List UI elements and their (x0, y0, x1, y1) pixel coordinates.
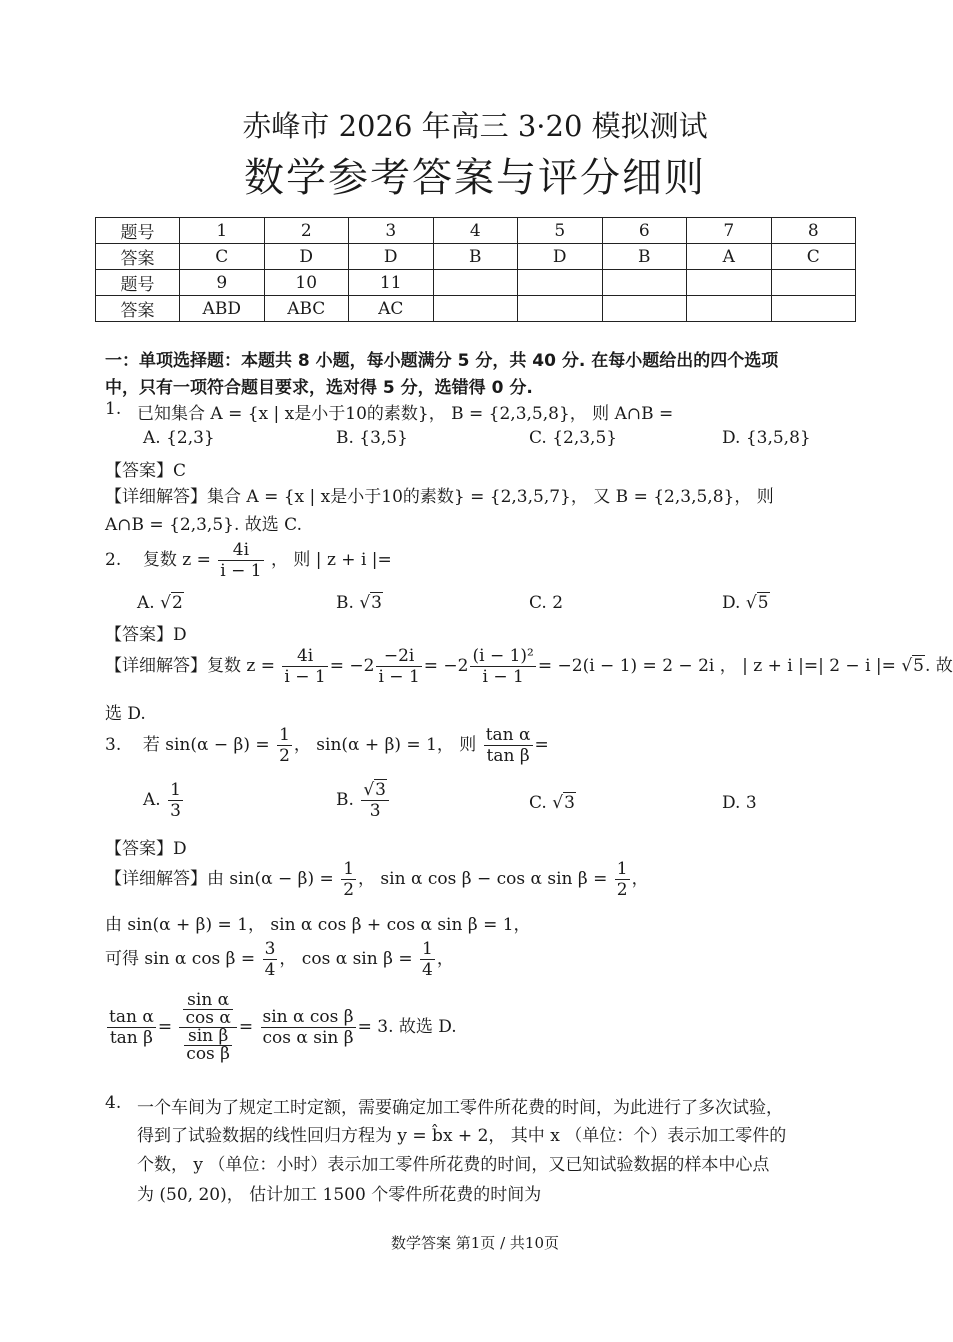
table-cell: B (433, 244, 518, 270)
q3-detail-line1 (105, 859, 649, 900)
option-label: A. (137, 593, 155, 613)
fraction-numerator: 1 (616, 859, 628, 879)
table-cell: 3 (349, 218, 434, 244)
fraction-denominator: cos α (185, 1008, 231, 1028)
fraction-numerator: sin α (183, 992, 232, 1010)
option-label: A. (143, 790, 161, 810)
q2-answer: 【答案】D (105, 625, 187, 645)
sqrt-icon: √3 (359, 593, 382, 613)
table-cell: ABC (264, 296, 349, 322)
table-row (96, 218, 856, 244)
fraction-denominator: 2 (616, 880, 628, 900)
table-cell (518, 270, 603, 296)
option-label: B. (336, 593, 354, 613)
table-cell: 8 (771, 218, 856, 244)
q2-number: 2. (105, 550, 122, 570)
inner-fraction (184, 1028, 232, 1063)
q3-text: = (534, 735, 549, 755)
table-cell: 1 (180, 218, 265, 244)
table-cell (602, 296, 687, 322)
equation-text: ， cos α sin β = (279, 949, 413, 969)
q1-detail-line1 (105, 482, 774, 507)
fraction-denominator: i − 1 (284, 667, 326, 687)
q2-detail-pre: 复数 z = (207, 656, 276, 676)
q3-number: 3. (105, 735, 122, 755)
radicand: 5 (757, 593, 769, 613)
q1-option-b: B. {3,5} (336, 428, 408, 448)
q1-detail-label: 【详细解答】 (105, 487, 207, 507)
q3-detail-fraction (261, 1007, 356, 1048)
table-row (96, 270, 856, 296)
table-cell (602, 270, 687, 296)
fraction-denominator: i − 1 (482, 667, 524, 687)
table-cell: AC (349, 296, 434, 322)
table-cell: 5 (518, 218, 603, 244)
q3-detail-label: 【详细解答】 (105, 869, 207, 889)
fraction-numerator: tan α (485, 725, 531, 745)
option-label: D. (722, 593, 741, 613)
title-line1: 赤峰市 2026 年高三 3·20 模拟测试 (242, 109, 708, 143)
table-cell: C (180, 244, 265, 270)
q2-fraction (218, 540, 263, 581)
table-cell (771, 270, 856, 296)
table-cell: 6 (602, 218, 687, 244)
fraction-denominator: tan β (109, 1028, 153, 1048)
table-cell: 7 (687, 218, 772, 244)
equation-text: . 故 (924, 656, 953, 676)
fraction-denominator: 3 (369, 801, 381, 821)
equation-text: = −2 (423, 656, 469, 676)
section-heading-line2: 中，只有一项符合题目要求，选对得 5 分，选错得 0 分. (105, 378, 533, 398)
sqrt-icon: √5 (745, 593, 769, 613)
q3-option-d: D. 3 (722, 793, 757, 813)
table-cell (518, 296, 603, 322)
q3-detail-fraction (615, 859, 630, 900)
sqrt-icon: √2 (160, 593, 183, 613)
fraction-numerator: 1 (343, 859, 355, 879)
fraction-denominator: 4 (421, 960, 433, 980)
q2-option-b (336, 593, 383, 613)
q2-detail-fraction (282, 646, 327, 687)
q2-option-a (137, 593, 184, 613)
q4-line4: 为 (50, 20)， 估计加工 1500 个零件所花费的时间为 (137, 1185, 542, 1205)
fraction-numerator (361, 780, 389, 801)
table-cell: 11 (349, 270, 434, 296)
q3-answer: 【答案】D (105, 839, 187, 859)
q2-detail-label: 【详细解答】 (105, 656, 207, 676)
q1-option-d: D. {3,5,8} (722, 428, 811, 448)
fraction-numerator: sin β (184, 1028, 232, 1046)
fraction-denominator: cos β (186, 1044, 231, 1064)
fraction-numerator: 1 (170, 780, 181, 800)
q2-detail-fraction (376, 646, 421, 687)
option-fraction (168, 780, 183, 821)
fraction-denominator: 4 (264, 960, 276, 980)
fraction-denominator: cos α sin β (262, 1028, 354, 1048)
q3-option-c (529, 793, 576, 813)
sqrt-icon: √5 (901, 656, 924, 676)
table-cell: 题号 (96, 270, 180, 296)
q2-detail-line1 (105, 646, 953, 687)
table-cell (433, 270, 518, 296)
q2-post: ， 则 | z + i |= (271, 550, 392, 570)
equation-text: ， sin α cos β − cos α sin β = (358, 869, 608, 889)
title-line2: 数学参考答案与评分细则 (244, 155, 706, 201)
table-cell (433, 296, 518, 322)
table-cell: ABD (180, 296, 265, 322)
table-cell (687, 270, 772, 296)
q3-text: 若 sin(α − β) = (142, 735, 270, 755)
fraction-numerator: 4i (282, 646, 327, 667)
q3-fraction (277, 725, 292, 766)
q3-option-b (336, 780, 391, 821)
equation-text: ， (436, 949, 454, 969)
q2-stem (105, 540, 392, 581)
option-label: C. (529, 793, 547, 813)
table-cell (687, 296, 772, 322)
fraction-numerator: 4i (218, 540, 263, 561)
equation-text: = −2(i − 1) = 2 − 2i ， | z + i |=| 2 − i |= (537, 656, 896, 676)
q1-answer: 【答案】C (105, 461, 187, 481)
table-cell: 答案 (96, 244, 180, 270)
q2-option-c: C. 2 (529, 593, 564, 613)
inner-fraction (183, 992, 232, 1027)
q3-stem (105, 725, 549, 766)
table-cell (771, 296, 856, 322)
q4-line2: 得到了试验数据的线性回归方程为 y = b̂x + 2， 其中 x （单位：个）表示加工零件的 (137, 1126, 787, 1146)
fraction-numerator (179, 992, 236, 1028)
q3-fraction (484, 725, 533, 766)
table-cell: D (264, 244, 349, 270)
radicand: 5 (913, 656, 924, 676)
q1-detail-line2: A∩B = {2,3,5}. 故选 C. (105, 515, 302, 535)
q3-detail-line3 (105, 939, 454, 980)
option-fraction (361, 780, 389, 821)
table-cell: 10 (264, 270, 349, 296)
table-row (96, 296, 856, 322)
q3-text: ， sin(α + β) = 1， 则 (293, 735, 477, 755)
q1-option-a: A. {2,3} (143, 428, 215, 448)
sqrt-icon: √3 (363, 780, 386, 800)
fraction-numerator: tan α (109, 1007, 154, 1027)
equation-text: = 3. 故选 D. (357, 1017, 457, 1037)
fraction-numerator: 1 (421, 939, 433, 959)
q2-detail-fraction (470, 646, 535, 687)
q3-detail-fraction (263, 939, 278, 980)
table-cell: D (518, 244, 603, 270)
fraction-denominator: 2 (279, 746, 290, 766)
q3-detail-line4: $\frac{\text{tan α}}{\text{tan β}}$ = $\frac{\frac{\text{sin α}}{\text{cos α}}}{\frac{\text{sin β}}{\text{cos β}}}$ = $\frac{\text{sin α cos β}}{\text{cos α sin β}}$ = 3. 故选 D. (109, 990, 457, 1064)
table-cell: B (602, 244, 687, 270)
table-cell: 4 (433, 218, 518, 244)
sqrt-icon: √3 (552, 793, 575, 813)
q3-detail-fraction (341, 859, 356, 900)
fraction-numerator: sin α cos β (262, 1007, 354, 1027)
equation-text: = −2 (329, 656, 375, 676)
q3-option-a (143, 780, 185, 821)
q1-text: 已知集合 A = {x | x是小于10的素数}， B = {2,3,5,8}， 则 A∩B = (137, 404, 674, 424)
radicand: 2 (171, 593, 183, 613)
q3-detail-fraction (107, 1007, 156, 1048)
q3-detail-line2: 由 sin(α + β) = 1， sin α cos β + cos α sin β = 1， (105, 915, 531, 935)
q2-detail-line2: 选 D. (105, 704, 146, 724)
fraction-denominator: tan β (486, 746, 530, 766)
table-cell: 2 (264, 218, 349, 244)
q4-line3: 个数， y （单位：小时）表示加工零件所花费的时间，又已知试验数据的样本中心点 (137, 1155, 770, 1175)
table-cell: 9 (180, 270, 265, 296)
fraction-denominator: 2 (343, 880, 355, 900)
q2-pre: 复数 z = (142, 550, 211, 570)
equation-text: 由 sin(α − β) = (207, 869, 334, 889)
q1-detail-text: 集合 A = {x | x是小于10的素数} = {2,3,5,7}， 又 B = {2,3,5,8}， 则 (207, 487, 774, 507)
radicand: 3 (371, 593, 382, 613)
q1-number: 1. (105, 399, 122, 419)
q2-option-d (722, 593, 770, 613)
fraction-numerator: −2i (376, 646, 421, 667)
answer-table (95, 217, 856, 322)
fraction-numerator: 1 (279, 725, 290, 745)
fraction-denominator: i − 1 (378, 667, 420, 687)
equation-text: 可得 sin α cos β = (105, 949, 256, 969)
table-cell: A (687, 244, 772, 270)
fraction-numerator: 3 (264, 939, 276, 959)
table-cell: 题号 (96, 218, 180, 244)
radicand: 3 (375, 780, 386, 800)
q1-option-c: C. {2,3,5} (529, 428, 618, 448)
table-cell: D (349, 244, 434, 270)
section-heading-line1: 一：单项选择题：本题共 8 小题，每小题满分 5 分，共 40 分. 在每小题给出的四个选项 (105, 351, 779, 371)
table-row (96, 244, 856, 270)
fraction-denominator: 3 (170, 801, 181, 821)
table-cell: 答案 (96, 296, 180, 322)
fraction-denominator (179, 1028, 236, 1063)
table-cell: C (771, 244, 856, 270)
fraction-denominator: i − 1 (220, 561, 262, 581)
q4-line1: 一个车间为了规定工时定额，需要确定加工零件所花费的时间，为此进行了多次试验， (137, 1098, 783, 1118)
equation-text: ， (631, 869, 649, 889)
q3-nested-fraction (179, 992, 236, 1063)
q4-number: 4. (105, 1093, 122, 1113)
q3-detail-fraction (420, 939, 435, 980)
option-label: B. (336, 790, 354, 810)
fraction-numerator: (i − 1)² (472, 646, 534, 666)
page-footer: 数学答案 第1页 / 共10页 (391, 1234, 559, 1252)
radicand: 3 (564, 793, 575, 813)
